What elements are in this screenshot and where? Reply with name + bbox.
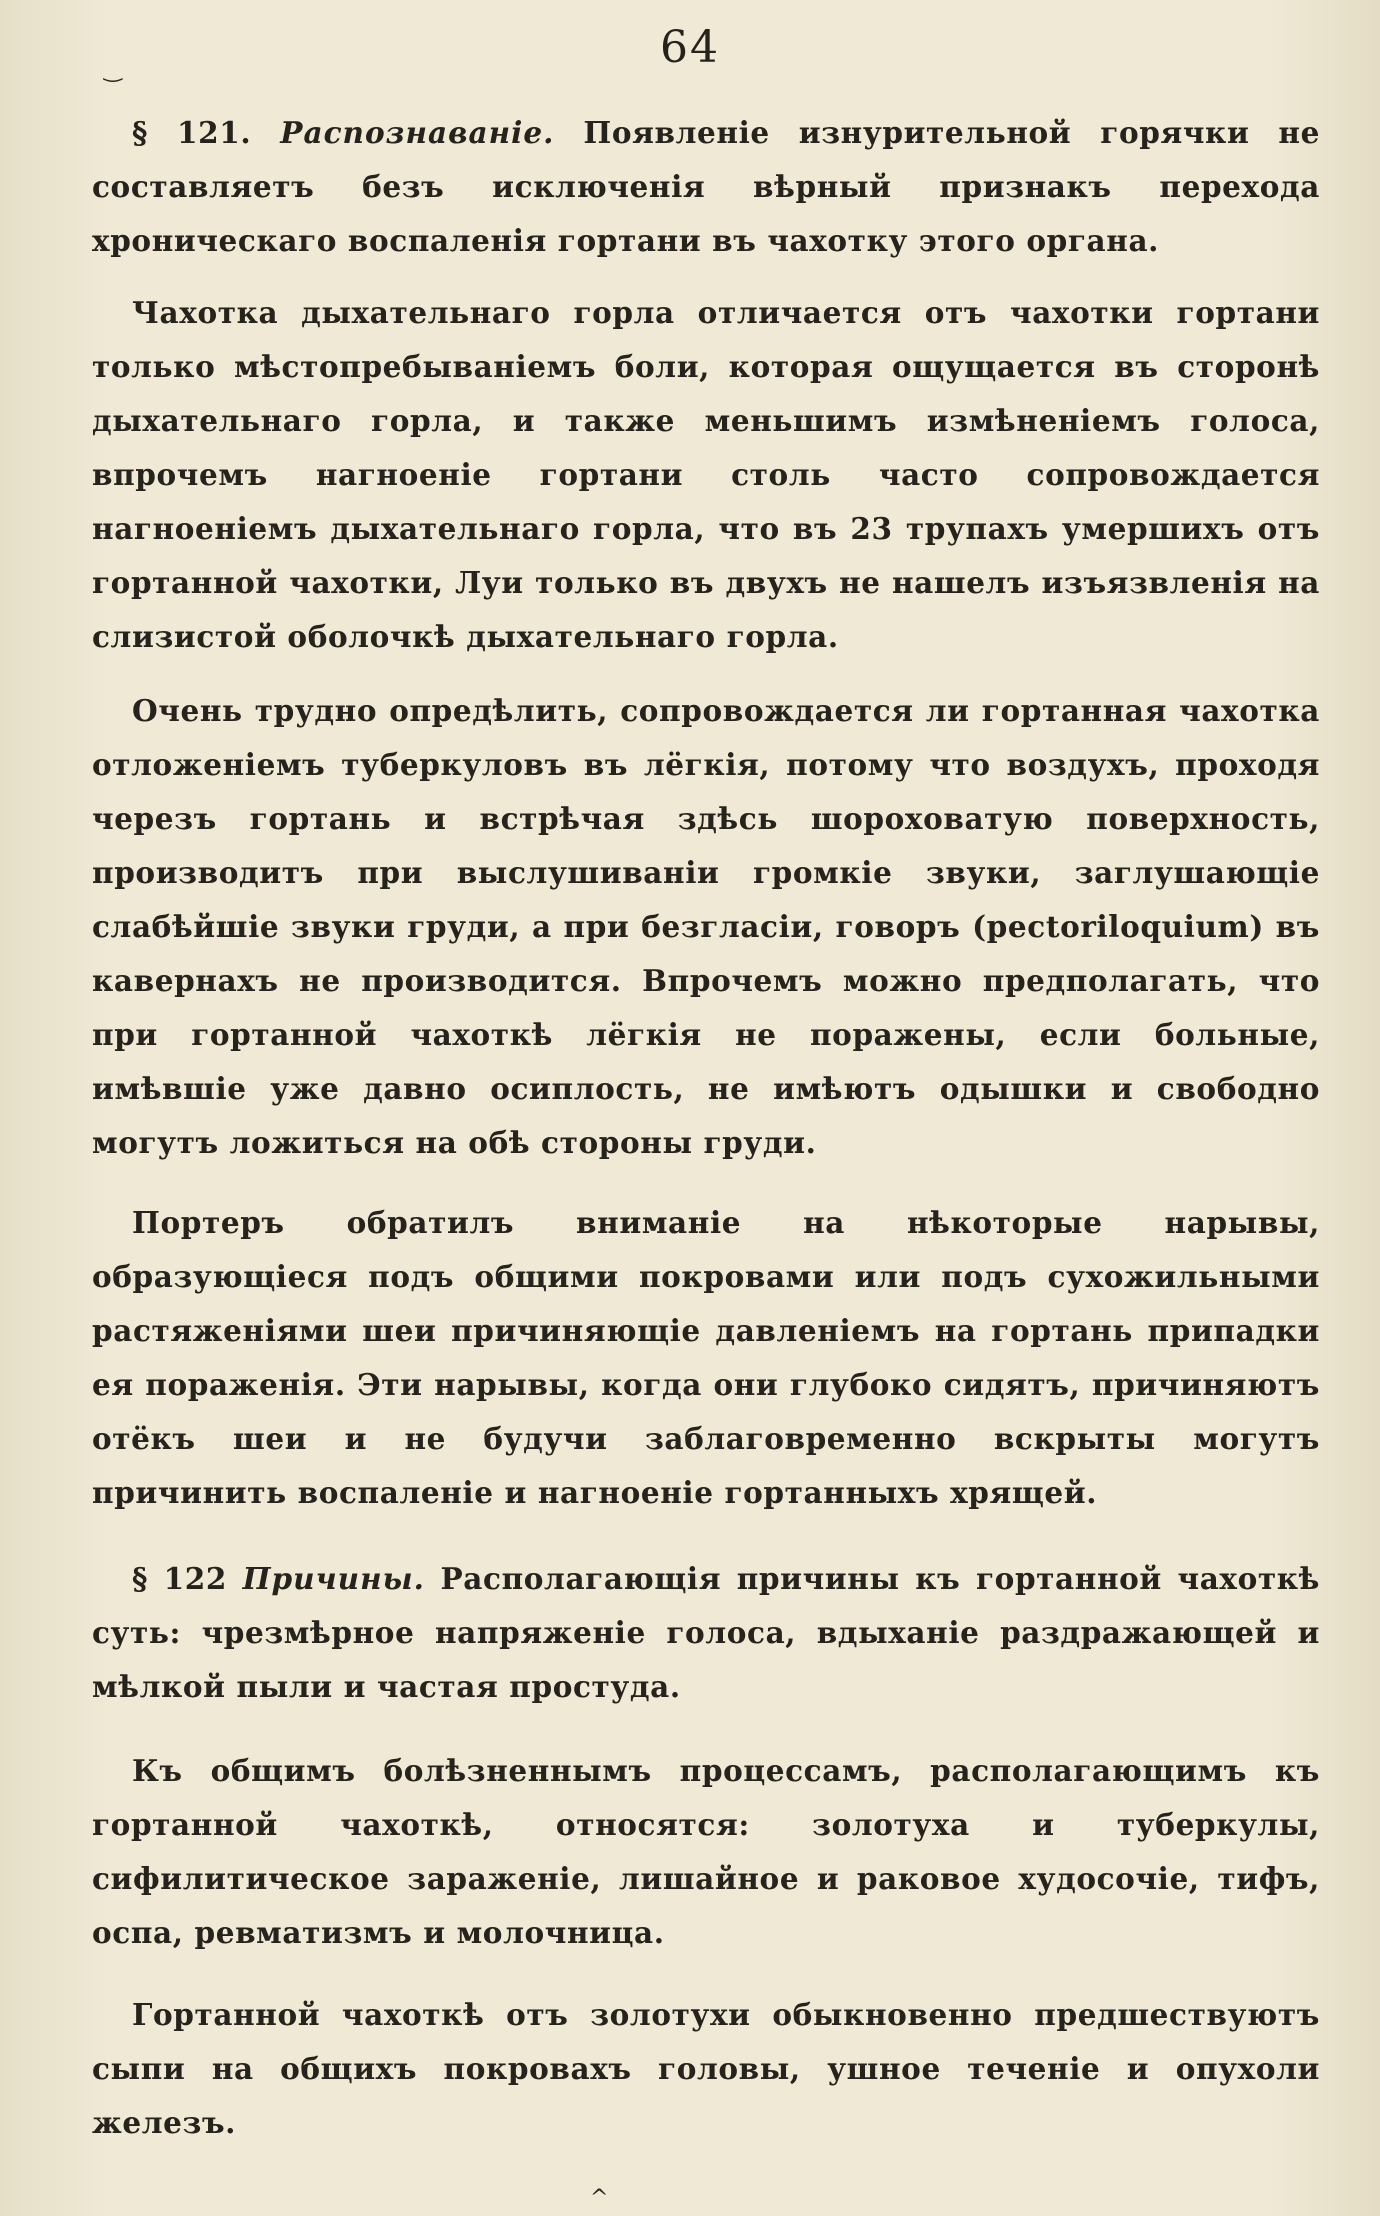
paragraph-text: Портеръ обратилъ вниманіе на нѣкоторые нарывы, образующіеся подъ общими покровами или подъ сухожильными растяженіями шеи причиняющіе давленіемъ на гортань припадки ея пораженія. Эти нарывы, когда они глубоко сидятъ, причиняютъ отёкъ шеи и не будучи заблаговременно вскрыты могутъ причинить воспаленіе и нагноеніе гортанныхъ хрящей. bbox=[92, 1205, 1320, 1510]
paragraph bbox=[92, 1988, 1320, 2150]
section-number: § 122 bbox=[132, 1561, 228, 1596]
paragraph bbox=[92, 684, 1320, 1170]
print-mark: ‿ bbox=[104, 58, 122, 83]
paragraph-text: Появленіе изнурительной горячки не составляетъ безъ исключенія вѣрный признакъ перехода хроническаго воспаленія гортани въ чахотку этого органа. bbox=[92, 115, 1320, 258]
paragraph bbox=[92, 1196, 1320, 1520]
paragraph-section-121 bbox=[92, 106, 1320, 268]
paragraph-section-122 bbox=[92, 1552, 1320, 1714]
section-heading: Причины. bbox=[242, 1561, 425, 1596]
paragraph bbox=[92, 1744, 1320, 1960]
paragraph-text: Гортанной чахоткѣ отъ золотухи обыкновенно предшествуютъ сыпи на общихъ покровахъ головы, ушное теченіе и опухоли железъ. bbox=[92, 1997, 1320, 2140]
paragraph-text: Очень трудно опредѣлить, сопровождается ли гортанная чахотка отложеніемъ туберкуловъ въ лёгкія, потому что воздухъ, проходя черезъ гортань и встрѣчая здѣсь шороховатую поверхность, производитъ при выслушиваніи громкіе звуки, заглушающіе слабѣйшіе звуки груди, а при безгласіи, говоръ (pectoriloquium) въ кавернахъ не производится. Впрочемъ можно предполагать, что при гортанной чахоткѣ лёгкія не поражены, если больные, имѣвшіе уже давно осиплость, не имѣютъ одышки и свободно могутъ ложиться на обѣ стороны груди. bbox=[92, 693, 1320, 1160]
print-mark: ^ bbox=[590, 2186, 609, 2211]
paragraph bbox=[92, 286, 1320, 664]
section-heading: Распознаваніе. bbox=[280, 115, 555, 150]
paragraph-text: Чахотка дыхательнаго горла отличается отъ чахотки гортани только мѣстопребываніемъ боли, которая ощущается въ сторонѣ дыхательнаго горла, и также меньшимъ измѣненіемъ голоса, впрочемъ нагноеніе гортани столь часто сопровождается нагноеніемъ дыхательнаго горла, что въ 23 трупахъ умершихъ отъ гортанной чахотки, Луи только въ двухъ не нашелъ изъязвленія на слизистой оболочкѣ дыхательнаго горла. bbox=[92, 295, 1320, 654]
paragraph-text: Къ общимъ болѣзненнымъ процессамъ, располагающимъ къ гортанной чахоткѣ, относятся: золотуха и туберкулы, сифилитическое зараженіе, лишайное и раковое худосочіе, тифъ, оспа, ревматизмъ и молочница. bbox=[92, 1753, 1320, 1950]
section-number: § 121. bbox=[132, 115, 252, 150]
paragraph-text: Располагающія причины къ гортанной чахоткѣ суть: чрезмѣрное напряженіе голоса, вдыханіе раздражающей и мѣлкой пыли и частая простуда. bbox=[92, 1561, 1321, 1704]
page-number: 64 bbox=[660, 22, 720, 73]
